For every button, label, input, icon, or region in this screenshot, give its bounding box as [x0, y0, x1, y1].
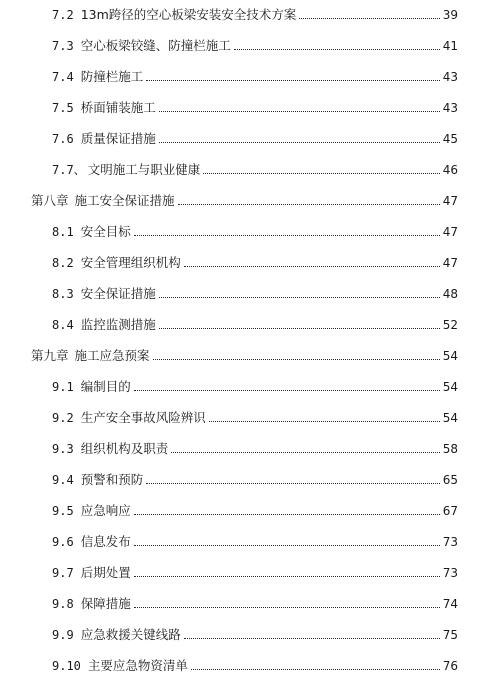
toc-entry-page: 67	[442, 504, 458, 518]
toc-entry-title: 空心板梁铰缝、防撞栏施工	[80, 38, 231, 53]
toc-entry-page: 73	[442, 535, 458, 549]
toc-entry-title: 应急响应	[80, 503, 131, 518]
toc-entry-number: 7.2	[52, 8, 74, 22]
toc-entry-title: 应急救援关键线路	[80, 627, 181, 642]
toc-entry-page: 65	[442, 473, 458, 487]
dot-leader	[203, 173, 440, 174]
dot-leader	[159, 328, 440, 329]
toc-entry-title: 生产安全事故风险辨识	[80, 410, 206, 425]
toc-entry-page: 43	[442, 70, 458, 84]
toc-entry-page: 43	[442, 101, 458, 115]
toc-entry-7-7[interactable]	[52, 158, 458, 178]
toc-chapter-page: 47	[442, 194, 458, 208]
toc-entry-number: 7.6	[52, 132, 74, 146]
toc-entry-title: 文明施工与职业健康	[87, 162, 201, 177]
toc-entry-number: 9.3	[52, 442, 74, 456]
toc-entry-page: 46	[442, 163, 458, 177]
toc-entry-title: 安全保证措施	[80, 286, 156, 301]
toc-entry-number: 9.9	[52, 628, 74, 642]
toc-chapter-title: 施工安全保证措施	[74, 193, 175, 208]
toc-entry-number: 8.4	[52, 318, 74, 332]
dot-leader	[153, 359, 440, 360]
dot-leader	[234, 49, 440, 50]
toc-entry-title: 监控监测措施	[80, 317, 156, 332]
toc-entry-page: 74	[442, 597, 458, 611]
toc-entry-number: 9.10	[52, 659, 81, 673]
toc-entry-8-1[interactable]	[52, 220, 458, 240]
toc-entry-title: 预警和预防	[80, 472, 144, 487]
toc-chapter-title: 施工应急预案	[74, 348, 150, 363]
toc-entry-number: 9.5	[52, 504, 74, 518]
toc-entry-9-7[interactable]	[52, 561, 458, 581]
dot-leader	[299, 18, 439, 19]
toc-entry-title: 13m跨径的空心板梁安装安全技术方案	[80, 7, 297, 22]
toc-entry-9-5[interactable]	[52, 499, 458, 519]
toc-entry-number: 8.3	[52, 287, 74, 301]
toc-entry-7-2[interactable]	[52, 3, 458, 23]
toc-entry-page: 54	[442, 411, 458, 425]
toc-entry-9-9[interactable]	[52, 623, 458, 643]
toc-entry-number: 8.2	[52, 256, 74, 270]
toc-entry-page: 39	[442, 8, 458, 22]
toc-entry-7-6[interactable]	[52, 127, 458, 147]
toc-entry-9-6[interactable]	[52, 530, 458, 550]
toc-entry-8-2[interactable]	[52, 251, 458, 271]
toc-chapter-9[interactable]	[31, 344, 458, 364]
dot-leader	[134, 390, 440, 391]
toc-entry-9-1[interactable]	[52, 375, 458, 395]
toc-entry-8-4[interactable]	[52, 313, 458, 333]
toc-entry-number: 9.7	[52, 566, 74, 580]
toc-entry-title: 质量保证措施	[80, 131, 156, 146]
dot-leader	[178, 204, 440, 205]
dot-leader	[184, 266, 440, 267]
toc-chapter-8[interactable]	[31, 189, 458, 209]
dot-leader	[146, 483, 440, 484]
toc-entry-title: 安全目标	[80, 224, 131, 239]
toc-entry-7-5[interactable]	[52, 96, 458, 116]
toc-entry-page: 47	[442, 225, 458, 239]
dot-leader	[159, 142, 440, 143]
toc-entry-9-3[interactable]	[52, 437, 458, 457]
dot-leader	[191, 669, 440, 670]
toc-entry-number: 9.6	[52, 535, 74, 549]
toc-chapter-number: 第九章	[31, 348, 69, 363]
dot-leader	[134, 576, 440, 577]
toc-entry-number: 7.4	[52, 70, 74, 84]
toc-entry-page: 45	[442, 132, 458, 146]
toc-entry-page: 52	[442, 318, 458, 332]
toc-entry-8-3[interactable]	[52, 282, 458, 302]
toc-entry-title: 防撞栏施工	[80, 69, 144, 84]
dot-leader	[134, 545, 440, 546]
toc-entry-page: 58	[442, 442, 458, 456]
toc-entry-page: 54	[442, 380, 458, 394]
toc-entry-9-2[interactable]	[52, 406, 458, 426]
toc-entry-9-10[interactable]	[52, 654, 458, 674]
toc-entry-9-4[interactable]	[52, 468, 458, 488]
toc-entry-number: 7.3	[52, 39, 74, 53]
toc-entry-page: 48	[442, 287, 458, 301]
toc-entry-page: 41	[442, 39, 458, 53]
toc-entry-title: 桥面铺装施工	[80, 100, 156, 115]
toc-entry-title: 保障措施	[80, 596, 131, 611]
toc-entry-title: 信息发布	[80, 534, 131, 549]
toc-entry-title: 组织机构及职责	[80, 441, 169, 456]
dot-leader	[184, 638, 440, 639]
toc-entry-number: 9.1	[52, 380, 74, 394]
toc-entry-page: 76	[442, 659, 458, 673]
toc-entry-title: 后期处置	[80, 565, 131, 580]
toc-chapter-page: 54	[442, 349, 458, 363]
toc-entry-7-4[interactable]	[52, 65, 458, 85]
dot-leader	[159, 297, 440, 298]
toc-entry-title: 主要应急物资清单	[87, 658, 188, 673]
toc-entry-number: 7.7、	[52, 163, 86, 177]
toc-entry-number: 9.8	[52, 597, 74, 611]
dot-leader	[134, 607, 440, 608]
toc-entry-page: 75	[442, 628, 458, 642]
toc-entry-number: 7.5	[52, 101, 74, 115]
dot-leader	[134, 514, 440, 515]
dot-leader	[134, 235, 440, 236]
toc-entry-page: 73	[442, 566, 458, 580]
toc-entry-title: 安全管理组织机构	[80, 255, 181, 270]
toc-entry-title: 编制目的	[80, 379, 131, 394]
toc-chapter-number: 第八章	[31, 193, 69, 208]
dot-leader	[171, 452, 440, 453]
toc-entry-number: 9.4	[52, 473, 74, 487]
toc-entry-number: 8.1	[52, 225, 74, 239]
toc-entry-7-3[interactable]	[52, 34, 458, 54]
dot-leader	[209, 421, 440, 422]
toc-entry-page: 47	[442, 256, 458, 270]
dot-leader	[146, 80, 440, 81]
toc-entry-9-8[interactable]	[52, 592, 458, 612]
dot-leader	[159, 111, 440, 112]
toc-entry-number: 9.2	[52, 411, 74, 425]
